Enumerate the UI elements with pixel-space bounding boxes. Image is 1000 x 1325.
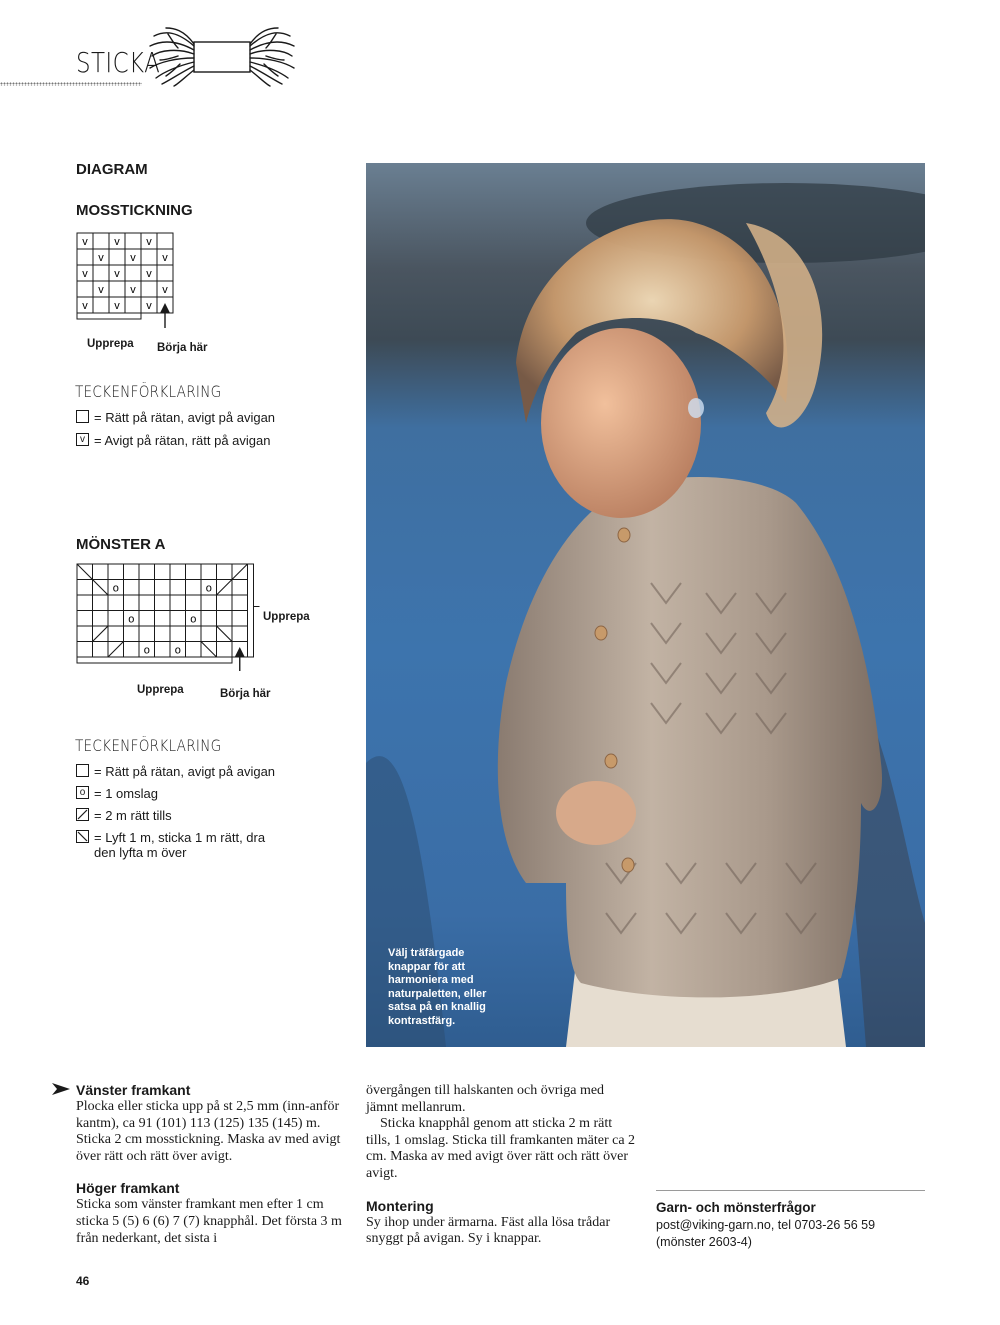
chart-cell [170,626,186,642]
page-number: 46 [76,1274,90,1288]
legend-item [76,433,284,448]
chart-cell [201,611,217,627]
chart-cell [93,564,109,580]
chart-cell [77,249,93,265]
chart-cell [109,249,125,265]
chart-cell [109,281,125,297]
chart-cell [232,611,248,627]
legend-heading: TECKENFÖRKLARING [75,736,222,755]
purl-stitch-mark: v [146,300,152,312]
contact-divider [656,1190,925,1191]
chart-cell [77,642,93,658]
chart-cell [232,595,248,611]
chart-cell [155,611,171,627]
chart-cell [170,611,186,627]
chart-cell [139,564,155,580]
chart-cell [124,626,140,642]
chart-cell [155,564,171,580]
header-dotted-rule [0,82,142,86]
moss-stitch-chart [74,230,184,330]
column-2 [366,1083,638,1248]
chart-cell [217,564,233,580]
purl-stitch-mark: v [98,284,104,296]
chart-cell [232,580,248,596]
chart-cell [170,580,186,596]
legend-text: = 2 m rätt tills [94,808,172,823]
chart-cell [232,626,248,642]
repeat-bracket-vertical [248,564,254,657]
purl-stitch-mark: v [114,300,120,312]
moss-start-label: Börja här [157,342,208,354]
purl-stitch-mark: v [146,268,152,280]
chart-cell [124,580,140,596]
chart-cell [77,580,93,596]
repeat-bracket [77,313,141,319]
legend-item [76,410,284,425]
chart-cell [125,297,141,313]
chart-cell [139,626,155,642]
chart-cell [139,611,155,627]
chart-cell [217,595,233,611]
chart-cell [155,595,171,611]
pattern-a-repeat-right-label: Upprepa [263,611,310,623]
chart-cell [93,642,109,658]
purl-stitch-mark: v [162,252,168,264]
chart-cell [186,642,202,658]
assembly-text: Sy ihop under ärmarna. Fäst alla lösa trådar snyggt på avigan. Sy i knappar. [366,1214,611,1247]
chart-cell [155,626,171,642]
yarn-over-mark: o [112,582,119,595]
chart-cell [125,265,141,281]
chart-cell [77,611,93,627]
legend-text: = Rätt på rätan, avigt på avigan [94,410,276,425]
legend-text: = Rätt på rätan, avigt på avigan [94,764,276,779]
chart-cell [217,642,233,658]
legend-list [76,764,284,860]
chart-cell [77,281,93,297]
repeat-bracket [77,657,232,663]
knit-symbol-icon [76,410,89,423]
purl-stitch-mark: v [82,268,88,280]
legend-item [76,830,284,860]
purl-stitch-mark: v [98,252,104,264]
photo-caption: Välj träfärgade knappar för att harmoniera med naturpaletten, eller satsa på en knallig kontrastfärg. [388,947,487,1027]
assembly-title: Montering [366,1197,434,1214]
pattern-a-chart [74,560,264,675]
purl-stitch-mark: v [130,252,136,264]
chart-cell [139,595,155,611]
purl-stitch-mark: v [114,236,120,248]
chart-cell [141,249,157,265]
chart-cell [124,595,140,611]
chart-cell [93,265,109,281]
pattern-a-heading: MÖNSTER A [76,536,166,553]
chart-cell [93,297,109,313]
purl-stitch-mark: v [114,268,120,280]
chart-cell [157,265,173,281]
chart-cell [93,233,109,249]
legend-text: = Lyft 1 m, sticka 1 m rätt, dra den lyfta m över [94,830,266,860]
yarn-over-mark: o [174,644,181,657]
chart-cell [124,642,140,658]
chart-cell [139,580,155,596]
purl-stitch-mark: v [82,236,88,248]
chart-cell [155,642,171,658]
diagram-heading: DIAGRAM [76,161,148,178]
chart-cell [77,626,93,642]
yarn-skein-icon [148,26,296,88]
k2tog-symbol-icon [76,808,89,821]
chart-cell [93,595,109,611]
chart-cell [108,611,124,627]
legend-heading: TECKENFÖRKLARING [75,382,222,401]
pattern-number: (mönster 2603-4) [656,1235,752,1249]
chart-cell [108,626,124,642]
legend-text: = Avigt på rätan, rätt på avigan [94,433,271,448]
purl-stitch-mark: v [146,236,152,248]
chart-cell [217,611,233,627]
contact-email-phone: post@viking-garn.no, tel 0703-26 56 59 [656,1218,876,1232]
chart-cell [186,564,202,580]
chart-cell [186,595,202,611]
yarn-over-mark: o [128,613,135,626]
legend-item [76,764,284,779]
chart-cell [124,564,140,580]
contact-box [656,1199,925,1251]
pattern-a-repeat-bottom-label: Upprepa [137,684,184,696]
buttonhole-instructions: Sticka knapphål genom att sticka 2 m rätt tills, 1 omslag. Sticka till framkanten mäter ca 2 cm. Maska av med avigt över rätt och rätt över avigt. [366,1116,636,1181]
contact-title: Garn- och mönsterfrågor [656,1200,816,1215]
pattern-a-start-label: Börja här [220,688,271,700]
left-front-edge-title: Vänster framkant [76,1082,191,1098]
section-title: STICKA [76,46,161,79]
chart-cell [201,564,217,580]
skp-symbol-icon [76,830,89,843]
chart-cell [157,233,173,249]
purl-stitch-mark: v [162,284,168,296]
legend-item [76,786,284,801]
moss-stitch-heading: MOSSTICKNING [76,202,193,219]
purl-stitch-mark: v [130,284,136,296]
chart-cell [77,595,93,611]
chart-cell [170,564,186,580]
yarn-over-mark: o [143,644,150,657]
child-cardigan-photo [366,163,925,1047]
yarn-over-mark: o [205,582,212,595]
buttonhole-text: övergången till halskanten och övriga med jämnt mellanrum. [366,1083,605,1115]
chart-cell [201,626,217,642]
chart-cell [155,580,171,596]
purl-symbol-icon: v [76,433,89,446]
legend-text: = 1 omslag [94,786,158,801]
legend-item [76,808,284,823]
left-front-edge-text: Plocka eller sticka upp på st 2,5 mm (inn-anför kantm), ca 91 (101) 113 (125) 135 (145) m. Sticka 2 cm mosstickning. Maska av med avigt över rätt och rätt över avigt. [76,1099,341,1164]
moss-repeat-label: Upprepa [87,338,134,350]
right-front-edge-text: Sticka som vänster framkant men efter 1 cm sticka 5 (5) 6 (6) 7 (7) knapphål. Det första 3 m från nederkant, det sista i [76,1197,342,1246]
chart-cell [141,281,157,297]
chart-cell [108,564,124,580]
yarn-over-symbol-icon: o [76,786,89,799]
purl-stitch-mark: v [82,300,88,312]
chart-cell [93,611,109,627]
column-1 [76,1082,346,1247]
arrow-marker-icon [52,1083,70,1095]
chart-cell [108,595,124,611]
right-front-edge-title: Höger framkant [76,1180,180,1197]
chart-cell [186,626,202,642]
chart-cell [125,233,141,249]
yarn-over-mark: o [190,613,197,626]
legend-list [76,410,284,448]
chart-cell [201,595,217,611]
knit-symbol-icon [76,764,89,777]
chart-cell [186,580,202,596]
chart-cell [170,595,186,611]
